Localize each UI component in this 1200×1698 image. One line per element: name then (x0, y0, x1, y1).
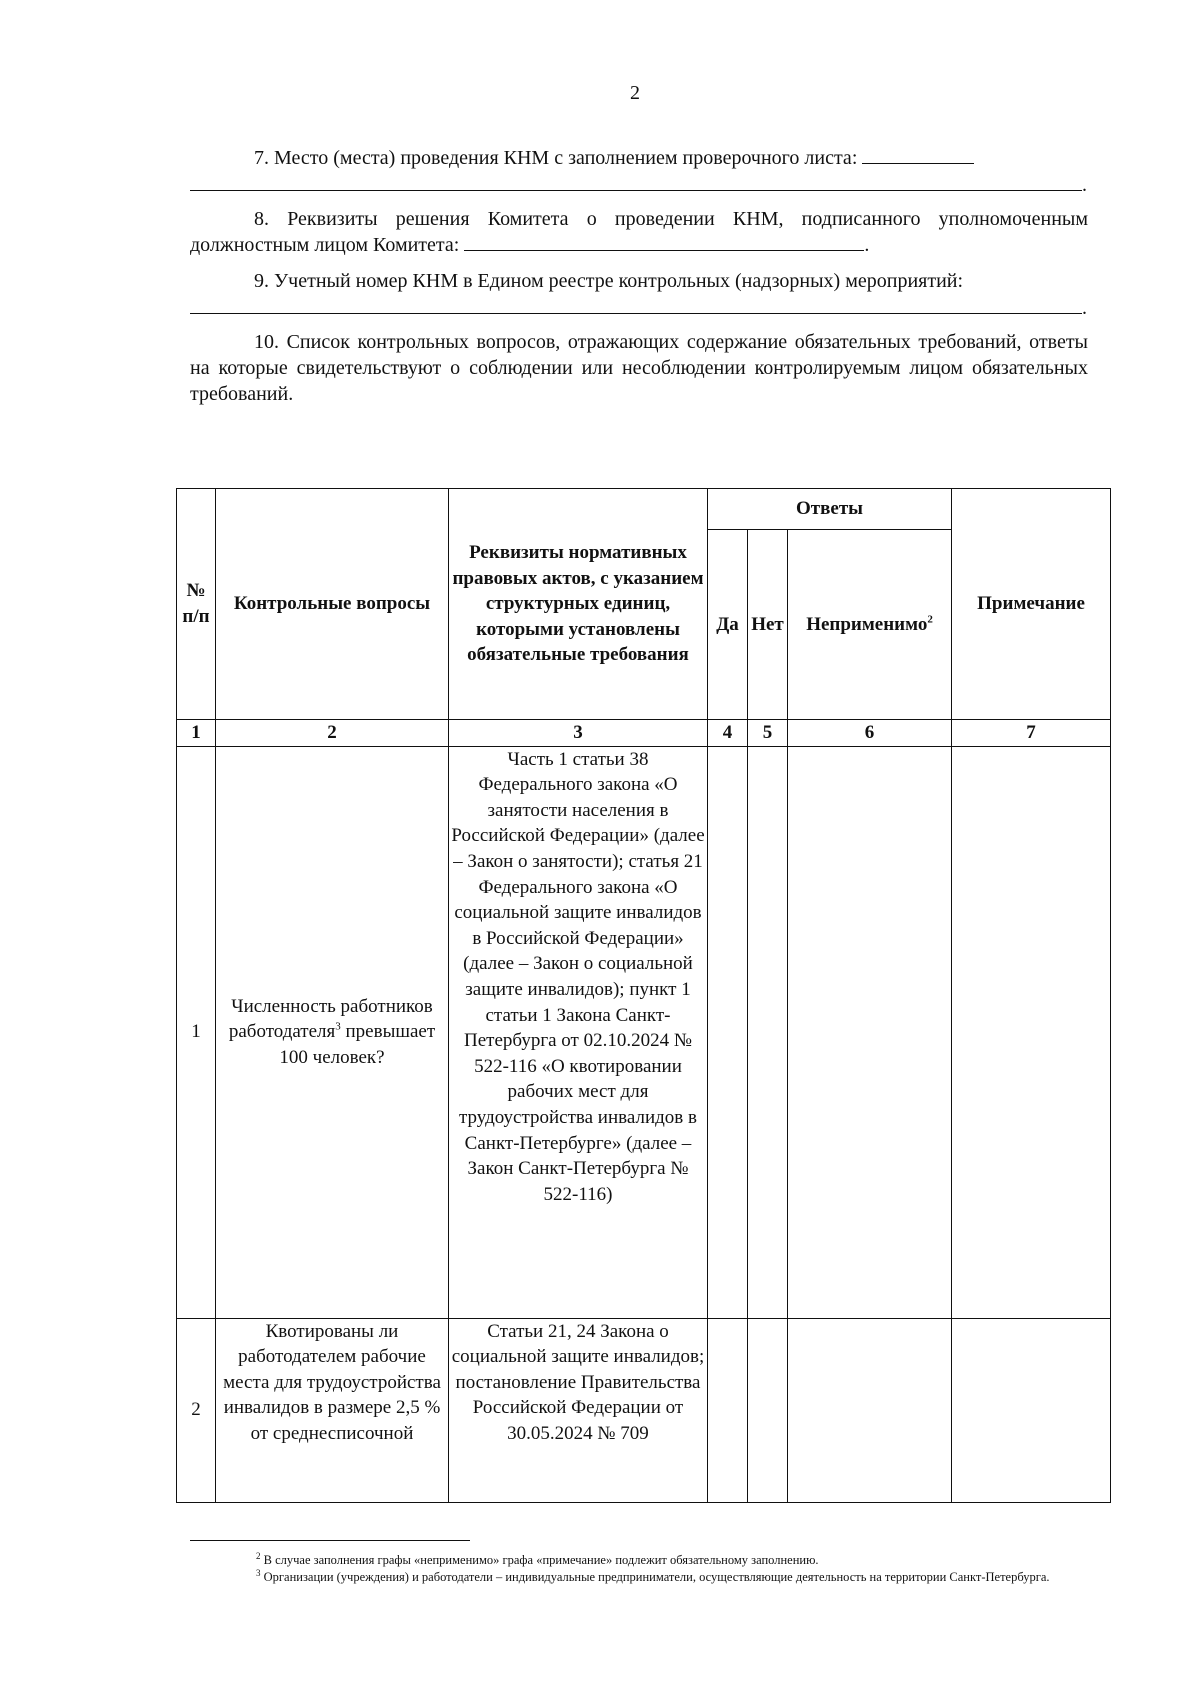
col-number: 5 (748, 720, 788, 747)
item-8-blank (464, 232, 864, 251)
checklist-table (176, 488, 1111, 1503)
col-number: 3 (449, 720, 708, 747)
row-1-no-cell (748, 746, 788, 1318)
row-2-num: 2 (177, 1318, 216, 1502)
header-na-label: Неприменимо (806, 613, 928, 635)
item-10: 10. Список контрольных вопросов, отражающих содержание обязательных требований, ответы на которые свидетельствуют о соблюдении или несоблюдении контролируемым лицом обязательных требований. (190, 331, 1088, 405)
col-number: 2 (216, 720, 449, 747)
item-9-period: . (1082, 297, 1087, 319)
row-1-note-cell (952, 746, 1111, 1318)
col-number: 1 (177, 720, 216, 747)
col-number: 7 (952, 720, 1111, 747)
table-row (177, 1318, 1111, 1502)
row-1-num: 1 (177, 746, 216, 1318)
footnote-3-mark: 3 (256, 1567, 261, 1578)
row-1-requisites: Часть 1 статьи 38 Федерального закона «О занятости населения в Российской Федерации» (далее – Закон о занятости); статья 21 Федерального закона «О социальной защите инвалидов в Российской Федерации» (далее – Закон о социальной защите инвалидов); пункт 1 статьи 1 Закона Санкт-Петербурга от 02.10.2024 № 522-116 «О квотировании рабочих мест для трудоустройства инвалидов в Санкт-Петербурге» (далее – Закон Санкт-Петербурга № 522-116) (449, 746, 708, 1318)
header-num: № п/п (177, 489, 216, 720)
header-yes: Да (708, 530, 748, 720)
row-2-yes-cell (708, 1318, 748, 1502)
item-7 (190, 145, 1088, 171)
footnote-3-text: Организации (учреждения) и работодатели – индивидуальные предприниматели, осуществляющие деятельность на территории Санкт-Петербурга. (260, 1570, 1050, 1584)
item-7-period: . (1082, 174, 1087, 196)
row-2-no-cell (748, 1318, 788, 1502)
footnotes (176, 1552, 1076, 1586)
row-1-question-a: Численность работников работодателя (228, 995, 433, 1043)
table-row (177, 746, 1111, 1318)
header-no: Нет (748, 530, 788, 720)
header-requisites: Реквизиты нормативных правовых актов, с указанием структурных единиц, которыми установлены обязательные требования (449, 489, 708, 720)
header-question: Контрольные вопросы (216, 489, 449, 720)
page-number: 2 (630, 82, 640, 104)
row-2-requisites: Статьи 21, 24 Закона о социальной защите инвалидов; постановление Правительства Российской Федерации от 30.05.2024 № 709 (449, 1318, 708, 1502)
row-1-na-cell (788, 746, 952, 1318)
row-1-question (216, 746, 449, 1318)
item-7-blank-line (190, 190, 1082, 191)
item-8-text: 8. Реквизиты решения Комитета о проведении КНМ, подписанного уполномоченным должностным лицом Комитета: (190, 208, 1088, 256)
footnote-2 (176, 1552, 1076, 1569)
header-na-footnote-ref: 2 (927, 613, 933, 626)
column-numbers-row (177, 720, 1111, 747)
item-9-blank-line (190, 313, 1082, 314)
footnote-separator (190, 1540, 470, 1541)
row-1-question-b: превышает 100 человек? (279, 1021, 436, 1068)
header-note: Примечание (952, 489, 1111, 720)
item-9: 9. Учетный номер КНМ в Едином реестре контрольных (надзорных) мероприятий: (254, 270, 964, 292)
row-1-footnote-ref: 3 (335, 1020, 341, 1033)
header-answers: Ответы (708, 489, 952, 530)
item-7-blank (862, 145, 974, 164)
row-2-note-cell (952, 1318, 1111, 1502)
footnote-2-mark: 2 (256, 1550, 261, 1561)
row-2-na-cell (788, 1318, 952, 1502)
footnote-3 (176, 1569, 1076, 1586)
row-1-yes-cell (708, 746, 748, 1318)
footnote-2-text: В случае заполнения графы «неприменимо» графа «примечание» подлежит обязательному заполнению. (260, 1553, 819, 1567)
col-number: 4 (708, 720, 748, 747)
row-2-question: Квотированы ли работодателем рабочие места для трудоустройства инвалидов в размере 2,5 % от среднесписочной (216, 1318, 449, 1502)
col-number: 6 (788, 720, 952, 747)
header-na (788, 530, 952, 720)
item-7-text: 7. Место (места) проведения КНМ с заполнением проверочного листа: (254, 147, 858, 169)
item-8: 8. Реквизиты решения Комитета о проведении КНМ, подписанного уполномоченным должностным лицом Комитета: . (190, 208, 1088, 256)
